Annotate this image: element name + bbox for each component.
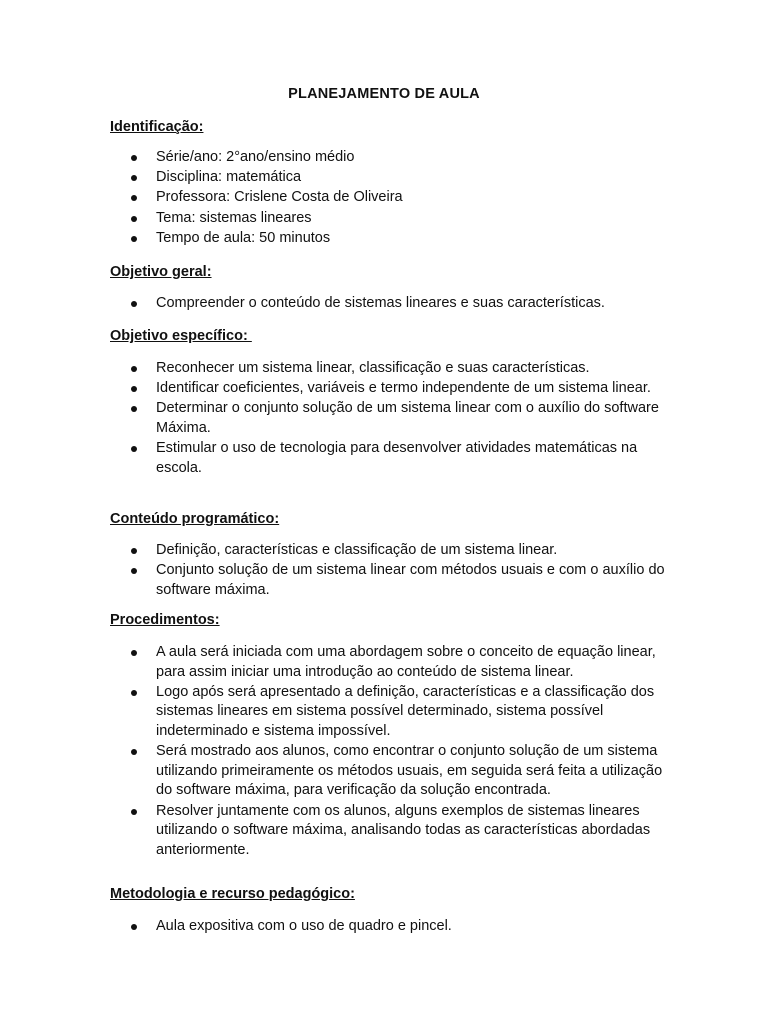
list-item-text: Série/ano: 2°ano/ensino médio [156, 149, 355, 165]
list-item-text: Determinar o conjunto solução de um sistema linear com o auxílio do software Máxima. [156, 400, 659, 436]
bullet-icon [131, 650, 137, 656]
list-item [110, 742, 670, 801]
bullet-icon [131, 236, 137, 242]
list-item-text: Conjunto solução de um sistema linear com métodos usuais e com o auxílio do software máxima. [156, 562, 665, 598]
list-item [110, 439, 670, 478]
list-item-text: Será mostrado aos alunos, como encontrar o conjunto solução de um sistema utilizando primeiramente os métodos usuais, em seguida será feita a utilização do software máxima, para verificação da solução encontrada. [156, 743, 663, 799]
list-item-text: Professora: Crislene Costa de Oliveira [156, 189, 403, 206]
list-item-text: Aula expositiva com o uso de quadro e pincel. [156, 918, 452, 934]
list-item [110, 168, 670, 188]
list-item-text: Compreender o conteúdo de sistemas lineares e suas características. [156, 295, 605, 311]
bullet-icon [131, 386, 137, 392]
section-heading-objetivo-especifico: Objetivo específico: [110, 328, 252, 344]
bullet-icon [131, 406, 137, 412]
list-item [110, 359, 670, 379]
list-item-text: Identificar coeficientes, variáveis e termo independente de um sistema linear. [156, 380, 651, 397]
list-procedimentos [110, 643, 670, 861]
bullet-icon [131, 809, 137, 815]
list-item [110, 294, 670, 314]
section-heading-procedimentos: Procedimentos: [110, 612, 220, 628]
bullet-icon [131, 749, 137, 755]
list-identificacao [110, 148, 670, 249]
bullet-icon [131, 175, 137, 181]
document-title: PLANEJAMENTO DE AULA [288, 86, 480, 102]
bullet-icon [131, 195, 137, 201]
bullet-icon [131, 155, 137, 161]
list-item-text: Logo após será apresentado a definição, características e a classificação dos sistemas lineares em sistema possível determinado, sistema possível indeterminado e sistema impossível. [156, 683, 655, 739]
list-item-text: Disciplina: matemática [156, 169, 302, 186]
bullet-icon [131, 366, 137, 372]
list-item-text: Tempo de aula: 50 minutos [156, 229, 331, 246]
section-heading-conteudo-programatico: Conteúdo programático: [110, 511, 280, 527]
list-item-text: Resolver juntamente com os alunos, alguns exemplos de sistemas lineares utilizando o software máxima, analisando todas as características abordadas anteriormente. [156, 802, 651, 858]
list-item [110, 188, 670, 208]
list-conteudo-programatico [110, 541, 670, 601]
list-metodologia [110, 917, 670, 937]
list-item [110, 917, 670, 937]
list-item [110, 209, 670, 229]
list-objetivo-especifico [110, 359, 670, 479]
bullet-icon [131, 568, 137, 574]
list-item [110, 561, 670, 600]
list-item-text: Definição, características e classificação de um sistema linear. [156, 542, 558, 558]
list-item [110, 399, 670, 438]
list-objetivo-geral [110, 294, 670, 314]
list-item [110, 379, 670, 399]
list-item [110, 229, 670, 249]
bullet-icon [131, 301, 137, 307]
bullet-icon [131, 690, 137, 696]
section-heading-metodologia: Metodologia e recurso pedagógico: [110, 886, 355, 902]
list-item [110, 541, 670, 561]
bullet-icon [131, 548, 137, 554]
section-heading-objetivo-geral: Objetivo geral: [110, 264, 212, 280]
list-item [110, 802, 670, 861]
list-item-text: A aula será iniciada com uma abordagem sobre o conceito de equação linear, para assim iniciar uma introdução ao conteúdo de sistema linear. [156, 644, 656, 680]
list-item [110, 148, 670, 168]
list-item-text: Estimular o uso de tecnologia para desenvolver atividades matemáticas na escola. [156, 440, 638, 476]
bullet-icon [131, 216, 137, 222]
list-item [110, 643, 670, 682]
list-item-text: Reconhecer um sistema linear, classificação e suas características. [156, 360, 590, 376]
bullet-icon [131, 446, 137, 452]
section-heading-identificacao: Identificação: [110, 119, 204, 135]
list-item-text: Tema: sistemas lineares [156, 209, 312, 226]
list-item [110, 683, 670, 742]
bullet-icon [131, 924, 137, 930]
